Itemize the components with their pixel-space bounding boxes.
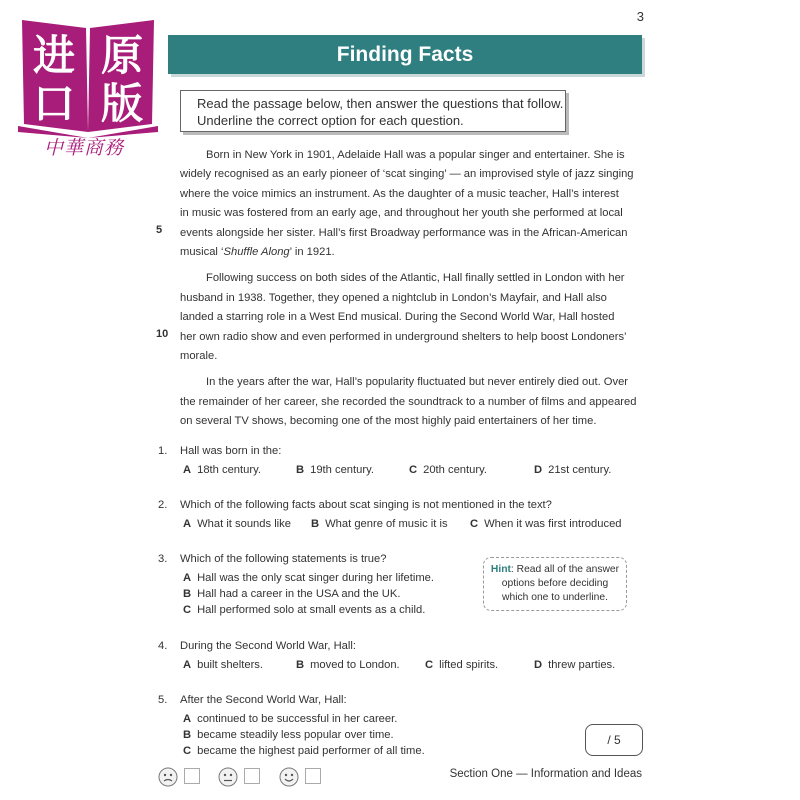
svg-text:进: 进 xyxy=(32,31,76,80)
answer-option[interactable]: D 21st century. xyxy=(534,464,612,476)
passage-line: events alongside her sister. Hall’s first Broadway performance was in the African-American xyxy=(180,226,628,239)
musical-title: Shuffle Along xyxy=(223,246,290,259)
logo-script-text: 中華商務 xyxy=(44,137,125,159)
passage-line: widely recognised as an early pioneer of ‘scat singing’ — an improvised style of jazz singing xyxy=(180,168,634,181)
answer-option[interactable]: B Hall had a career in the USA and the UK. xyxy=(183,588,401,600)
question-text: During the Second World War, Hall: xyxy=(180,640,356,652)
passage-line: where the voice mimics an instrument. As the daughter of a music teacher, Hall’s interest xyxy=(180,187,619,200)
passage-line: Following success on both sides of the Atlantic, Hall finally settled in London with her xyxy=(206,272,625,285)
question-text: Which of the following statements is true? xyxy=(180,553,387,565)
answer-option[interactable]: C Hall performed solo at small events as a child. xyxy=(183,604,426,616)
hint-box xyxy=(483,557,627,611)
score-box: / 5 xyxy=(585,724,643,756)
line-number: 5 xyxy=(156,224,163,236)
answer-option[interactable]: A Hall was the only scat singer during her lifetime. xyxy=(183,572,435,584)
answer-option[interactable]: A 18th century. xyxy=(183,464,261,476)
passage-line: the remainder of her career, she recorded the soundtrack to a number of films and appeared xyxy=(180,395,637,408)
passage-line: in music was fostered from an early age, and throughout her youth she performed at local xyxy=(180,207,623,220)
passage-paragraph xyxy=(156,269,635,366)
passage-line: husband in 1938. Together, they opened a nightclub in London’s Mayfair, and Hall also xyxy=(180,291,607,304)
section-footer: Section One — Information and Ideas xyxy=(449,768,642,780)
instructions-line: Underline the correct option for each question. xyxy=(197,113,464,128)
page-title: Finding Facts xyxy=(168,35,642,74)
hint-text: which one to underline. xyxy=(502,592,608,603)
answer-option[interactable]: B moved to London. xyxy=(296,659,400,671)
neutral-face-icon xyxy=(218,767,238,787)
instructions-line: Read the passage below, then answer the questions that follow. xyxy=(197,96,564,111)
svg-text:原: 原 xyxy=(100,31,144,80)
passage-paragraph xyxy=(156,146,635,262)
answer-option[interactable]: C When it was first introduced xyxy=(470,518,622,530)
question-number: 5. xyxy=(158,694,168,706)
answer-option[interactable]: C lifted spirits. xyxy=(425,659,499,671)
checkbox-icon[interactable] xyxy=(184,768,200,784)
publisher-logo xyxy=(18,14,158,138)
passage-line: landed a starring role in a West End musical. During the Second World War, Hall hosted xyxy=(180,311,615,324)
svg-text:版: 版 xyxy=(100,79,144,128)
smiling-face-icon xyxy=(279,767,299,787)
answer-option[interactable]: C 20th century. xyxy=(409,464,487,476)
instructions-box xyxy=(180,90,566,132)
passage-line: musical ‘Shuffle Along’ in 1921. xyxy=(180,246,335,259)
question-number: 1. xyxy=(158,445,168,457)
hint-label: Hint xyxy=(490,564,511,575)
answer-option[interactable]: C became the highest paid performer of all time. xyxy=(183,745,425,757)
answer-option[interactable]: A built shelters. xyxy=(183,659,264,671)
worried-face-icon xyxy=(158,767,178,787)
question-text: Hall was born in the: xyxy=(180,445,282,457)
line-number: 10 xyxy=(156,328,169,341)
passage-paragraph xyxy=(180,373,635,431)
checkbox-icon[interactable] xyxy=(244,768,260,784)
hint-text: : Read all of the answer xyxy=(510,564,620,575)
passage-line: on several TV shows, becoming one of the most highly paid entertainers of her time. xyxy=(180,415,597,428)
question-text: After the Second World War, Hall: xyxy=(180,694,347,706)
hint-text: options before deciding xyxy=(501,578,609,589)
checkbox-icon[interactable] xyxy=(305,768,321,784)
question-number: 4. xyxy=(158,640,168,652)
passage-line: Born in New York in 1901, Adelaide Hall was a popular singer and entertainer. She is xyxy=(206,149,625,161)
passage-line: In the years after the war, Hall’s popularity fluctuated but never entirely died out. Over xyxy=(206,376,629,389)
question-text: Which of the following facts about scat singing is not mentioned in the text? xyxy=(180,499,552,511)
page-number: 3 xyxy=(636,9,644,24)
passage-line: her own radio show and even performed in underground shelters to help boost Londoners’ xyxy=(180,330,627,343)
answer-option[interactable]: A What it sounds like xyxy=(183,518,291,530)
answer-option[interactable]: B What genre of music it is xyxy=(311,518,448,530)
book-seal-icon xyxy=(18,14,158,138)
svg-text:口: 口 xyxy=(32,79,76,128)
reading-passage xyxy=(156,146,637,439)
answer-option[interactable]: B 19th century. xyxy=(296,464,374,476)
answer-option[interactable]: B became steadily less popular over time. xyxy=(183,729,394,741)
passage-line: morale. xyxy=(180,350,218,363)
question-number: 3. xyxy=(158,553,168,565)
answer-option[interactable]: D threw parties. xyxy=(534,659,616,671)
question-number: 2. xyxy=(158,499,168,511)
answer-option[interactable]: A continued to be successful in her career. xyxy=(183,713,398,725)
